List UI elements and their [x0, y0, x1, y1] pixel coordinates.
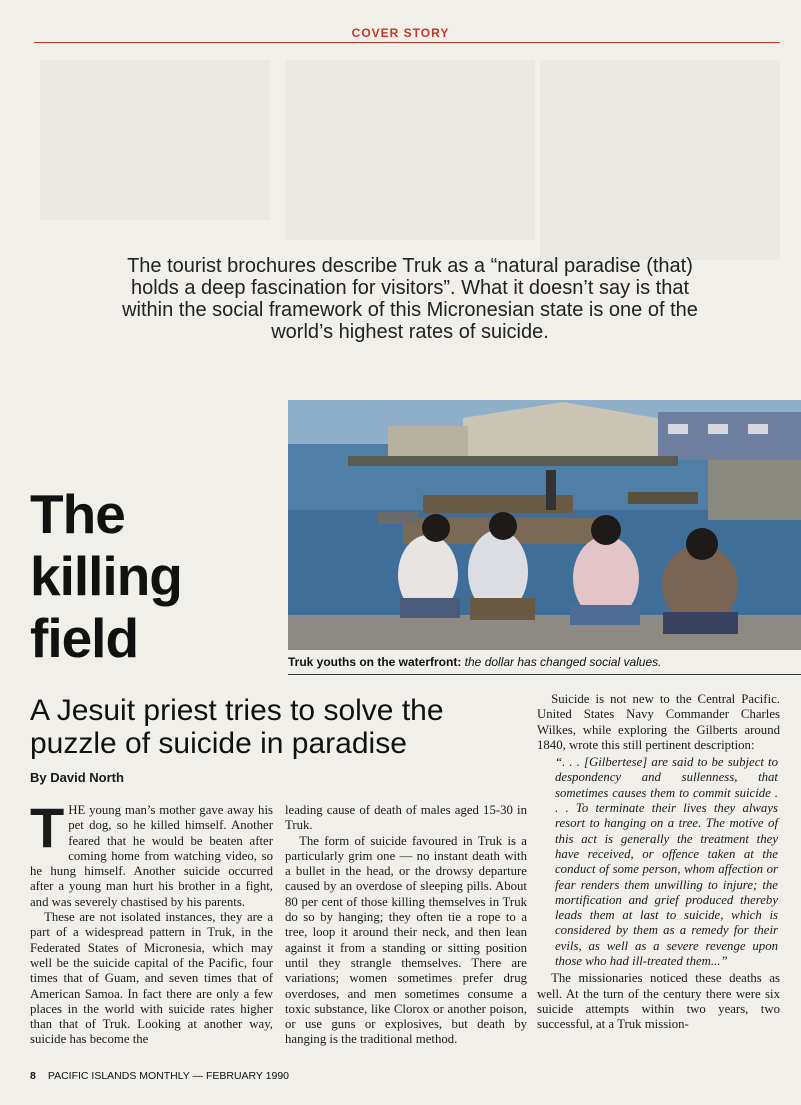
caption-rule — [288, 674, 801, 675]
headline-line: The — [30, 483, 125, 545]
body-column-1 — [30, 796, 273, 1048]
subheadline: A Jesuit priest tries to solve the puzzle of suicide in paradise — [30, 694, 444, 760]
drop-cap: T — [30, 796, 65, 859]
top-rule — [34, 42, 780, 43]
body-column-2 — [285, 803, 527, 1048]
body-paragraph: The form of suicide favoured in Truk is a particularly grim one — no instant death with a bullet in the head, or the drowsy departure caused by an overdose of sleeping pills. About 80 per cent of those killing themselves in Truk do so by hanging; they often tie a rope to a tree, loop it around their neck, and then lean against it from a standing or sitting position until they strangle themselves. There are variations; women sometimes prefer drug overdoses, and men sometimes consume a toxic substance, like Clorox or another poison, or use guns or explosives, but death by hanging is the traditional method. — [285, 833, 527, 1047]
page-number: 8 — [30, 1070, 36, 1082]
photo-caption — [288, 655, 788, 669]
body-paragraph — [30, 796, 273, 910]
body-paragraph: leading cause of death of males aged 15-30 in Truk. — [285, 803, 527, 833]
ghost-block — [285, 60, 535, 240]
publication-name: PACIFIC ISLANDS MONTHLY — FEBRUARY 1990 — [47, 1070, 290, 1082]
body-column-3 — [537, 692, 780, 1033]
body-paragraph: These are not isolated instances, they are a part of a widespread pattern in Truk, in the Federated States of Micronesia, which may well be the suicide capital of the Pacific, four times that of Guam, and seven times that of American Samoa. In fact there are only a few places in the world with suicide rates higher than that of Truk. Looking at another way, suicide has become the — [30, 910, 273, 1047]
caption-text: the dollar has changed social values. — [461, 655, 662, 669]
headline-line: field — [30, 607, 139, 669]
section-label: COVER STORY — [351, 26, 450, 40]
deck-text: The tourist brochures describe Truk as a “natural paradise (that) holds a deep fascination for visitors”. What it doesn’t say is that within the social framework of this Micronesian state is one of the world’s highest rates of suicide. — [122, 255, 698, 343]
page-footer — [30, 1070, 289, 1082]
block-quote: “. . . [Gilbertese] are said to be subject to despondency and sullenness, that sometimes causes them to commit suicide . . . To terminate their lives they always resort to hanging on a tree. The motive of this act is generally the treatment they have received, or offence taken at the conduct of some person, whom affection or fear renders them unwilling to injure; the mortification and grief produced thereby leads them at last to suicide, which is considered by them as a remedy for their evils, as well as a severe revenge upon those who had ill-treated them...” — [555, 755, 778, 969]
waterfront-photo — [288, 400, 801, 650]
byline: By David North — [30, 770, 124, 785]
headline — [30, 483, 280, 669]
ghost-block — [540, 60, 780, 260]
paragraph-text: HE young man’s mother gave away his pet dog, so he killed himself. Another feared that he would be beaten after coming home from watching video, so he hung himself. Another suicide occurred after a young man hurt his brother in a fight, and was severely chastised by his parents. — [30, 803, 273, 909]
body-paragraph: The missionaries noticed these deaths as well. At the turn of the century there were six suicide attempts within two years, two successful, at a Truk mission- — [537, 971, 780, 1032]
body-paragraph: Suicide is not new to the Central Pacific. United States Navy Commander Charles Wilkes, while exploring the Gilberts around 1840, wrote this still pertinent description: — [537, 692, 780, 752]
ghost-block — [40, 60, 270, 220]
headline-line: killing — [30, 545, 182, 607]
photo-illustration — [288, 400, 801, 650]
caption-lead: Truk youths on the waterfront: — [288, 655, 462, 669]
